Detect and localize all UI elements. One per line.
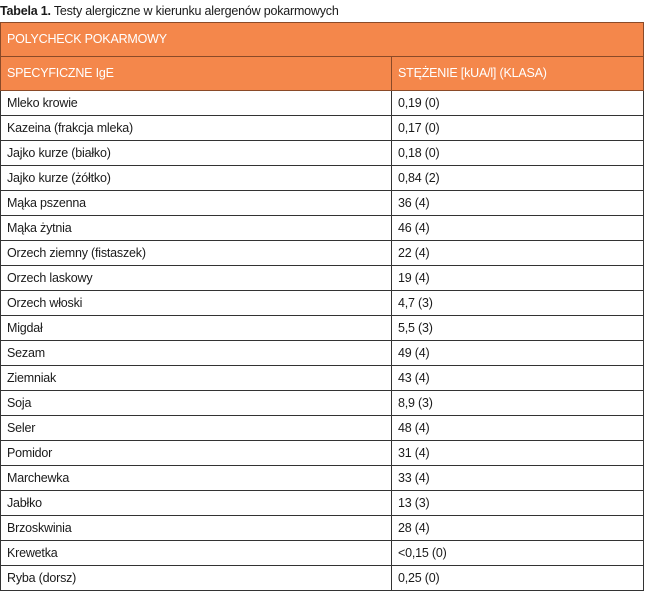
allergen-cell: Orzech laskowy (1, 266, 392, 291)
table-row (1, 566, 644, 591)
table-row (1, 316, 644, 341)
concentration-cell: 4,7 (3) (392, 291, 644, 316)
concentration-cell: 0,18 (0) (392, 141, 644, 166)
table-row (1, 466, 644, 491)
allergen-cell: Ziemniak (1, 366, 392, 391)
table-row (1, 216, 644, 241)
concentration-cell: 49 (4) (392, 341, 644, 366)
concentration-cell: 22 (4) (392, 241, 644, 266)
allergen-cell: Sezam (1, 341, 392, 366)
concentration-cell: 0,17 (0) (392, 116, 644, 141)
concentration-cell: 31 (4) (392, 441, 644, 466)
table-header-row (1, 57, 644, 91)
concentration-cell: 0,25 (0) (392, 566, 644, 591)
allergy-table (0, 22, 644, 591)
table-row (1, 141, 644, 166)
concentration-cell: 48 (4) (392, 416, 644, 441)
table-row (1, 91, 644, 116)
allergen-cell: Seler (1, 416, 392, 441)
table-row (1, 366, 644, 391)
concentration-cell: 19 (4) (392, 266, 644, 291)
concentration-cell: 46 (4) (392, 216, 644, 241)
caption-text: Testy alergiczne w kierunku alergenów pokarmowych (50, 4, 339, 18)
table-row (1, 516, 644, 541)
table-row (1, 441, 644, 466)
allergen-cell: Mleko krowie (1, 91, 392, 116)
allergen-cell: Kazeina (frakcja mleka) (1, 116, 392, 141)
table-row (1, 341, 644, 366)
concentration-cell: 8,9 (3) (392, 391, 644, 416)
allergen-cell: Jajko kurze (białko) (1, 141, 392, 166)
table-row (1, 191, 644, 216)
allergen-cell: Mąka żytnia (1, 216, 392, 241)
allergen-cell: Orzech włoski (1, 291, 392, 316)
concentration-cell: 13 (3) (392, 491, 644, 516)
table-row (1, 491, 644, 516)
allergen-cell: Orzech ziemny (fistaszek) (1, 241, 392, 266)
concentration-cell: 33 (4) (392, 466, 644, 491)
table-title-row (1, 23, 644, 57)
concentration-cell: 43 (4) (392, 366, 644, 391)
column-header-concentration: STĘŻENIE [kUA/l] (KLASA) (392, 57, 644, 91)
table-row (1, 241, 644, 266)
table-row (1, 416, 644, 441)
table-row (1, 116, 644, 141)
column-header-allergen: SPECYFICZNE IgE (1, 57, 392, 91)
concentration-cell: 0,84 (2) (392, 166, 644, 191)
allergen-cell: Krewetka (1, 541, 392, 566)
table-row (1, 541, 644, 566)
allergen-cell: Jabłko (1, 491, 392, 516)
concentration-cell: <0,15 (0) (392, 541, 644, 566)
allergen-cell: Mąka pszenna (1, 191, 392, 216)
allergen-cell: Pomidor (1, 441, 392, 466)
concentration-cell: 5,5 (3) (392, 316, 644, 341)
allergen-cell: Migdał (1, 316, 392, 341)
allergen-cell: Ryba (dorsz) (1, 566, 392, 591)
caption-label: Tabela 1. (0, 4, 51, 18)
concentration-cell: 36 (4) (392, 191, 644, 216)
table-caption (0, 1, 339, 21)
allergen-cell: Soja (1, 391, 392, 416)
allergen-cell: Marchewka (1, 466, 392, 491)
table-row (1, 266, 644, 291)
concentration-cell: 0,19 (0) (392, 91, 644, 116)
table-row (1, 391, 644, 416)
allergen-cell: Jajko kurze (żółtko) (1, 166, 392, 191)
table-row (1, 166, 644, 191)
table-title: POLYCHECK POKARMOWY (1, 23, 644, 57)
allergen-cell: Brzoskwinia (1, 516, 392, 541)
concentration-cell: 28 (4) (392, 516, 644, 541)
table-row (1, 291, 644, 316)
